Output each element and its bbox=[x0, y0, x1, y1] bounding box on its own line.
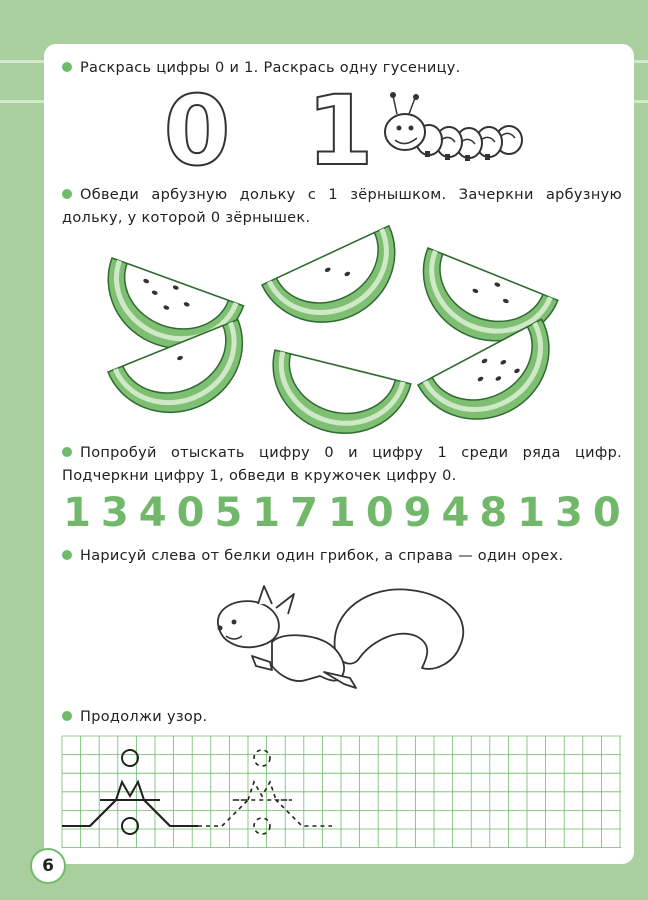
digit-row-item[interactable]: 1 bbox=[252, 490, 281, 536]
digit-row-item[interactable]: 0 bbox=[176, 490, 205, 536]
digit-row-item[interactable]: 0 bbox=[592, 490, 621, 536]
digit-row-item[interactable]: 8 bbox=[479, 490, 508, 536]
pattern-grid[interactable] bbox=[62, 736, 621, 848]
digit-row bbox=[62, 488, 622, 538]
digit-row-item[interactable]: 4 bbox=[441, 490, 470, 536]
task-3-text: Попробуй отыскать цифру 0 и цифру 1 среди ряда цифр. Подчеркни цифру 1, обведи в кружочек цифру 0. bbox=[62, 445, 622, 484]
digit-row-item[interactable]: 1 bbox=[63, 490, 91, 536]
task-3 bbox=[62, 442, 622, 488]
watermelon-slice-5[interactable] bbox=[259, 350, 411, 448]
bullet-icon bbox=[62, 550, 72, 560]
task-4-text: Нарисуй слева от белки один грибок, а справа — один орех. bbox=[80, 548, 564, 564]
watermelon-slice-2[interactable] bbox=[262, 226, 417, 345]
big-digit-zero[interactable]: 0 bbox=[163, 75, 231, 187]
digit-row-item[interactable]: 3 bbox=[555, 490, 583, 536]
digit-row-item[interactable]: 5 bbox=[214, 490, 243, 536]
digit-row-item[interactable]: 7 bbox=[290, 490, 318, 536]
task-2-text: Обведи арбузную дольку с 1 зёрнышком. Зачеркни арбузную дольку, у которой 0 зёрнышек. bbox=[62, 187, 622, 226]
squirrel-illustration[interactable] bbox=[210, 580, 490, 700]
digit-row-item[interactable]: 4 bbox=[138, 490, 167, 536]
bullet-icon bbox=[62, 447, 72, 457]
digit-row-item[interactable]: 1 bbox=[517, 490, 546, 536]
task-1-text: Раскрась цифры 0 и 1. Раскрась одну гусеницу. bbox=[80, 60, 461, 76]
task-4 bbox=[62, 545, 622, 568]
bullet-icon bbox=[62, 711, 72, 721]
digit-row-item[interactable]: 0 bbox=[365, 490, 394, 536]
big-digit-one[interactable]: 1 bbox=[306, 75, 374, 187]
digit-row-item[interactable]: 1 bbox=[327, 490, 356, 536]
task-5-text: Продолжи узор. bbox=[80, 709, 208, 725]
digit-row-item[interactable]: 9 bbox=[403, 490, 432, 536]
task-5 bbox=[62, 706, 622, 729]
page-number: 6 bbox=[30, 848, 66, 884]
digit-row-item[interactable]: 3 bbox=[100, 490, 129, 536]
